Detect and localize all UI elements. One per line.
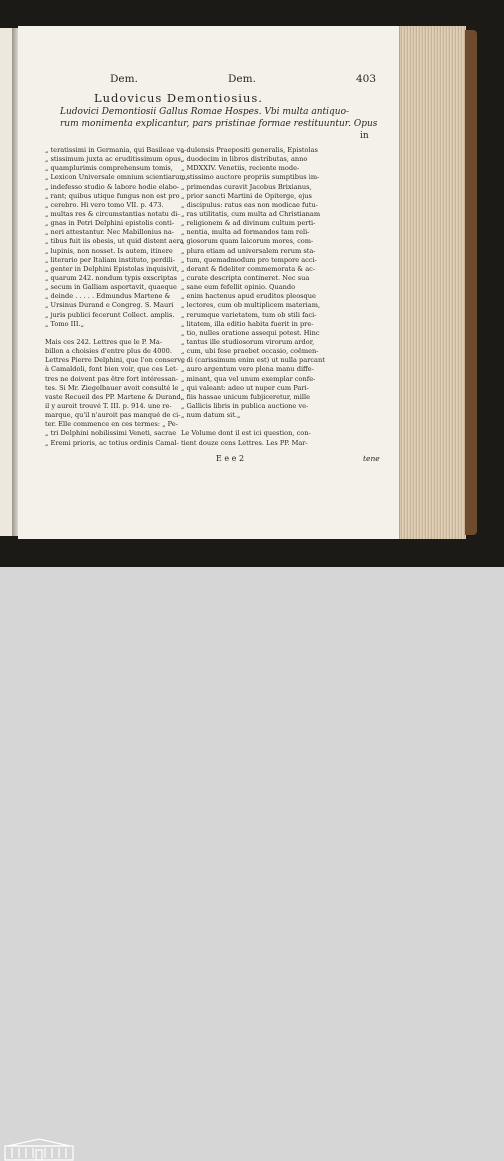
right-column-line: „ num datum sit.„ <box>181 411 241 420</box>
catchword: tene <box>363 454 380 463</box>
left-column-line: ter. Elle commence en ces termes: „ Pe- <box>45 420 178 429</box>
left-column-line: „ tibus fuit iis obesis, ut quid distent aera <box>45 237 184 246</box>
left-column-line: tres ne doivent pas être fort intéressan- <box>45 374 179 383</box>
right-column-line: „ plura etiam ad universalem rerum sta- <box>181 246 316 255</box>
left-column-line: „ literario per Italiam instituto, perdili- <box>45 255 176 264</box>
right-column-line: „ duodecim in libros distributas, anno <box>181 155 308 164</box>
library-building-logo <box>4 1137 74 1161</box>
right-column-line: „ ras utilitatis, cum multa ad Christianam <box>181 209 321 218</box>
right-column-line: „ stissimo auctore propriis sumptibus im- <box>181 173 320 182</box>
right-column-line: Le Volume dont il est ici question, con- <box>181 429 311 438</box>
left-column-line: à Camaldoli, font bien voir, que ces Let- <box>45 365 178 374</box>
page-number: 403 <box>356 73 377 85</box>
right-column-line: „ rerumque varietatem, tum ob stili faci- <box>181 310 317 319</box>
right-column-line: „ tantus ille studiosorum virorum ardor, <box>181 337 315 346</box>
right-column-line: „ di (carissimum enim est) ut nulla parcant <box>181 356 325 365</box>
left-column-line: „ neri attestantur. Nec Mabillonius na- <box>45 228 175 237</box>
right-column-line: „ sane eum fefellit opinio. Quando <box>181 283 296 292</box>
left-column-line: „ tri Delphini nobilissimi Veneti, sacrae <box>45 429 177 438</box>
left-column-line: il y auroit trouvé T. III. p. 914. une re- <box>45 401 172 410</box>
left-column-line: Mais ces 242. Lettres que le P. Ma- <box>45 337 163 346</box>
book-cover <box>465 30 477 535</box>
left-column-line: „ indefesso studio & labore hodie elabo- <box>45 182 180 191</box>
right-column-line: „ tio, nulles oratione assequi potest. Hinc <box>181 328 320 337</box>
right-column-line: „ giosorum quam laicorum mores, com- <box>181 237 314 246</box>
right-column-line: „ Gallicis libris in publica auctione ve- <box>181 401 309 410</box>
left-column-line: „ cerebro. Hi vero tomo VII. p. 473. <box>45 200 164 209</box>
right-column-line: „ enim hactenus apud eruditos pleosque <box>181 292 316 301</box>
left-column-line: „ quarum 242. nondum typis exscriptas <box>45 273 178 282</box>
page-edges <box>399 26 466 539</box>
left-column-line: „ quamplurimis comprehensum tomis, <box>45 164 173 173</box>
right-column-line: „ tum, quemadmodum pro tempore acci- <box>181 255 317 264</box>
left-column-line: „ juris publici fecerunt Collect. amplis. <box>45 310 175 319</box>
viewer-footer <box>0 567 504 597</box>
right-column-line: „ discipulus: ratus eas non modicae futu- <box>181 200 318 209</box>
left-column-line: „ genter in Delphini Epistolas inquisivit, <box>45 264 180 273</box>
intro-line: Ludovici Demontiosii Gallus Romae Hospes. Vbi multa antiquo- <box>60 107 350 117</box>
right-column-line: „ prior sancti Martini de Opiterge, ejus <box>181 191 312 200</box>
left-column-line: billon a choisies d'entre plus de 4000. <box>45 347 172 356</box>
right-column <box>181 146 325 448</box>
right-column-line: „ primendas curavit Jacobus Brixianus, <box>181 182 312 191</box>
right-column-line: „ curate descripta contineret. Nec sua <box>181 273 310 282</box>
left-column-line: „ Tomo III.„ <box>45 319 85 328</box>
right-column-line: „ minant, qua vel unum exemplar confe- <box>181 374 316 383</box>
right-column-line: „ derant & fideliter commemorata & ac- <box>181 264 316 273</box>
right-column-line: „ litatem, illa editio habita fuerit in pre- <box>181 319 314 328</box>
left-column-line: Lettres Pierre Delphini, que l'on conserve <box>45 356 185 365</box>
left-column-line: „ stissimum juxta ac eruditissimum opus, <box>45 155 183 164</box>
running-head-left: Dem. <box>110 73 138 85</box>
intro-line: rum monimenta explicantur, pars pristinae formae restituuntur. Opus <box>60 119 378 129</box>
right-column-line: „ religionem & ad divinum cultum perti- <box>181 219 316 228</box>
right-column-line: „ nentia, multa ad formandos tam reli- <box>181 228 310 237</box>
left-column-line: „ teratissimi in Germania, qui Basileae va- <box>45 146 187 154</box>
left-column-line: „ Lexicon Universale omnium scientiarum, <box>45 173 188 182</box>
right-column-line <box>181 420 325 429</box>
running-head-right: Dem. <box>228 73 256 85</box>
left-column <box>45 146 188 448</box>
left-column-line: vaste Recueil des PP. Martene & Durand, <box>45 392 183 401</box>
left-column-line <box>45 329 188 338</box>
right-column-line: „ cum, ubi fese praebet occasio, coëmen- <box>181 347 319 356</box>
left-column-line: „ Eremi prioris, ac totius ordinis Camal- <box>45 438 179 447</box>
left-column-line: „ rant; quibus utique fungus non est pro <box>45 191 180 200</box>
left-column-line: „ lupinis, non nosset. Is autem, itinere <box>45 246 173 255</box>
left-column-line: „ secum in Galliam asportavit, quaeque <box>45 283 177 292</box>
right-column-line: tient douze cens Lettres. Les PP. Mar- <box>181 438 308 447</box>
entry-title: Ludovicus Demontiosius. <box>94 91 263 105</box>
left-column-line: „ multas res & circumstantias notatu di- <box>45 209 180 218</box>
right-column-line: „ fiis hassae unicum fubjiceretur, mille <box>181 392 310 401</box>
right-column-line: „ MDXXIV. Venetiis, reciente mode- <box>181 164 300 173</box>
left-column-line: „ deinde . . . . . Edmundus Martene & <box>45 292 171 301</box>
right-column-line: „ qui valeant: adeo ut nuper cum Pari- <box>181 383 309 392</box>
left-column-line: „ Ursinus Durand e Congreg. S. Mauri <box>45 301 174 310</box>
left-column-line: „ gnas in Petri Delphini epistolis conti- <box>45 219 175 228</box>
intro-line: in <box>360 131 369 141</box>
left-column-line: tes. Si Mr. Ziegelbauer avoit consulté le <box>45 383 179 392</box>
scanned-book-spread <box>0 0 504 567</box>
right-column-line: „ auro argentum vero plena manu diffe- <box>181 365 314 374</box>
right-column-line: „ dulensis Praepositi generalis, Epistolas <box>181 146 318 154</box>
right-column-line: „ lectores, cum ob multiplicem materiam, <box>181 301 321 310</box>
left-column-line: marque, qu'il n'auroit pas manqué de ci- <box>45 411 181 420</box>
signature-mark: E e e 2 <box>216 454 245 463</box>
